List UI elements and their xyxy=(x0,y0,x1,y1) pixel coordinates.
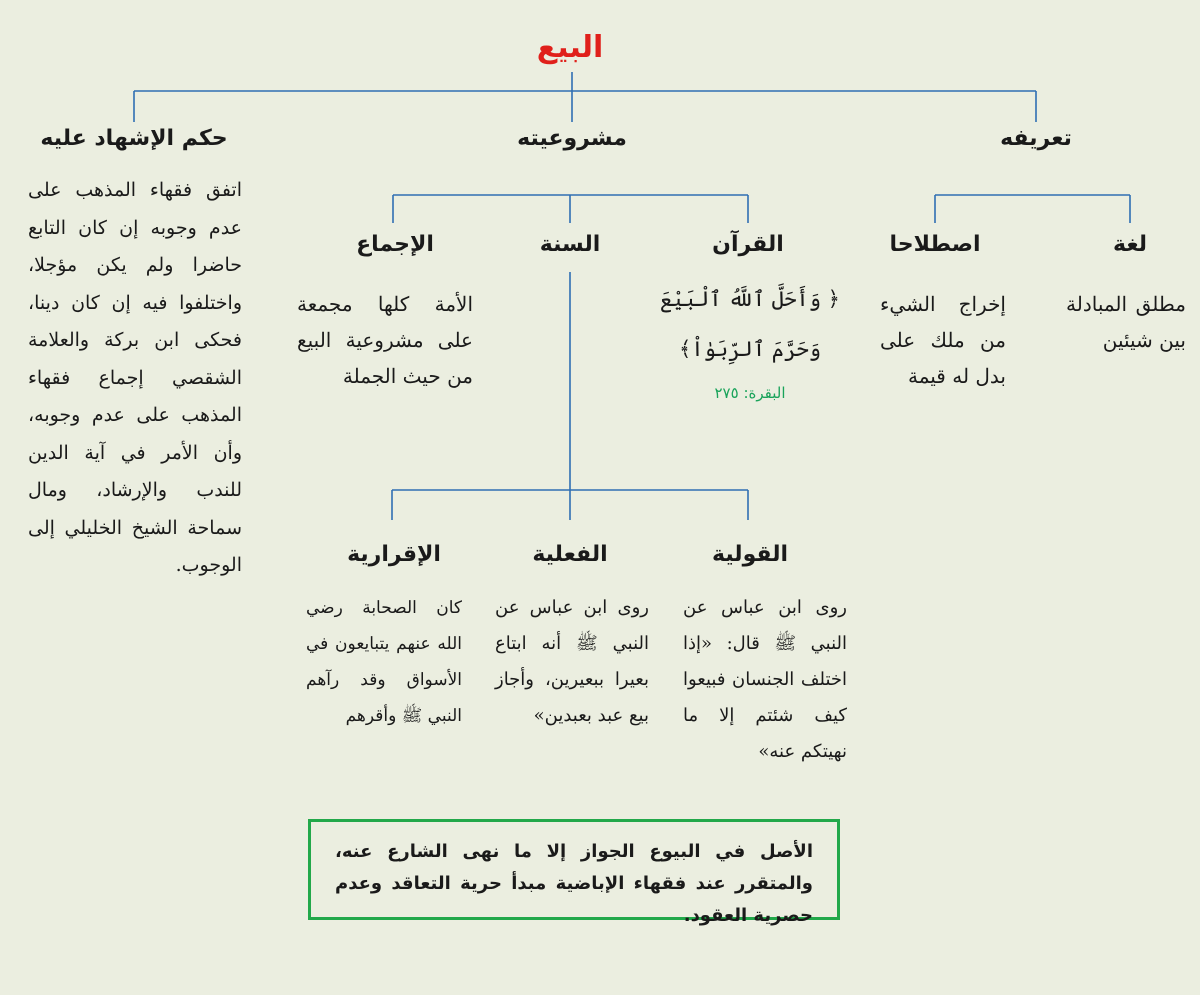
consensus-text: الأمة كلها مجمعة على مشروعية البيع من حيث الجملة xyxy=(297,292,473,388)
witnessing-text: اتفق فقهاء المذهب على عدم وجوبه إن كان التابع حاضرا ولم يكن مؤجلا، واختلفوا فيه إن كان دينا، فحكى ابن بركة والعلامة الشقصي إجماع فقهاء المذهب على عدم وجوبه، وأن الأمر في آية الدين للندب والإرشاد، ومال سماحة الشيخ الخليلي إلى الوجوب. xyxy=(28,179,242,576)
verbal-text: روى ابن عباس عن النبي ﷺ قال: «إذا اختلف الجنسان فبيعوا كيف شئتم إلا ما نهيتكم عنه» xyxy=(683,597,847,762)
consensus-title: الإجماع xyxy=(356,232,434,257)
definition-title: تعريفه xyxy=(1000,126,1072,151)
quran-verse-line-1: ﴿ وَأَحَلَّ ٱللَّهُ ٱلْبَيْعَ xyxy=(660,287,840,311)
approval-title: الإقرارية xyxy=(347,542,441,567)
note-text: الأصل في البيوع الجواز إلا ما نهى الشارع عنه، والمتقرر عند فقهاء الإباضية مبدأ حرية التعاقد وعدم حصرية العقود. xyxy=(335,841,813,926)
terminology-title: اصطلاحا xyxy=(889,232,981,257)
note-box xyxy=(308,819,840,926)
sunnah-title: السنة xyxy=(539,232,601,257)
verbal-title: القولية xyxy=(711,542,788,567)
quran-reference: البقرة: ٢٧٥ xyxy=(714,384,786,402)
practical-text: روى ابن عباس عن النبي ﷺ أنه ابتاع بعيرا ببعيرين، وأجاز بيع عبد بعبدين» xyxy=(495,597,649,726)
approval-text: كان الصحابة رضي الله عنهم يتبايعون في الأسواق وقد رآهم النبي ﷺ وأقرهم xyxy=(306,598,462,726)
witnessing-title: حكم الإشهاد عليه xyxy=(40,126,228,151)
legitimacy-title: مشروعيته xyxy=(517,126,627,151)
language-text: مطلق المبادلة بين شيئين xyxy=(1066,292,1186,352)
quran-title: القرآن xyxy=(712,232,784,257)
quran-verse-line-2: وَحَرَّمَ ٱلرِّبَوٰاْ﴾ xyxy=(678,337,822,361)
language-title: لغة xyxy=(1112,232,1148,257)
practical-title: الفعلية xyxy=(532,542,608,567)
root-title: البيع xyxy=(536,30,604,65)
terminology-text: إخراج الشيء من ملك على بدل له قيمة xyxy=(880,292,1006,388)
